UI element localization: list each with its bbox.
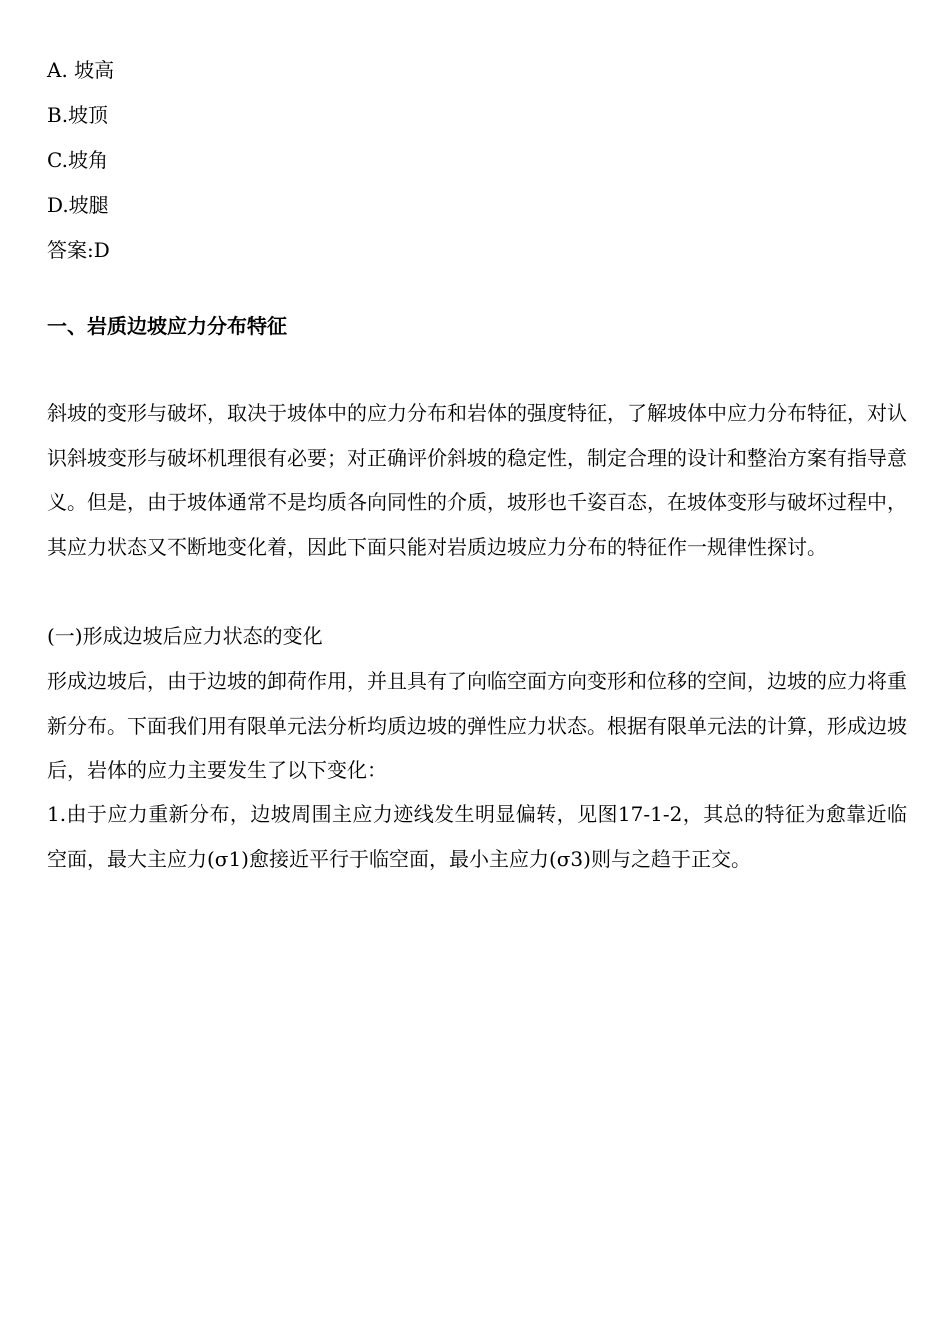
intro-paragraph: 斜坡的变形与破坏，取决于坡体中的应力分布和岩体的强度特征，了解坡体中应力分布特征，对认识斜坡变形与破坏机理很有必要；对正确评价斜坡的稳定性，制定合理的设计和整治方案有指导意义。但是，由于坡体通常不是均质各向同性的介质，坡形也千姿百态，在坡体变形与破坏过程中，其应力状态又不断地变化着，因此下面只能对岩质边坡应力分布的特征作一规律性探讨。 (47, 401, 907, 559)
answer-text: 答案:D (47, 238, 110, 262)
subsection-heading: (一)形成边坡后应力状态的变化 (47, 624, 323, 648)
option-a: A. 坡高 (47, 58, 115, 82)
section-heading: 一、岩质边坡应力分布特征 (47, 314, 287, 338)
sub-paragraph: 形成边坡后，由于边坡的卸荷作用，并且具有了向临空面方向变形和位移的空间，边坡的应力将重新分布。下面我们用有限单元法分析均质边坡的弹性应力状态。根据有限单元法的计算，形成边坡后，岩体的应力主要发生了以下变化： (47, 669, 907, 782)
option-b: B.坡顶 (47, 103, 109, 127)
option-c: C.坡角 (47, 148, 108, 172)
option-d: D.坡腿 (47, 193, 109, 217)
point-1-paragraph: 1.由于应力重新分布，边坡周围主应力迹线发生明显偏转，见图17-1-2，其总的特征为愈靠近临空面，最大主应力(σ1)愈接近平行于临空面，最小主应力(σ3)则与之趋于正交。 (47, 802, 907, 871)
